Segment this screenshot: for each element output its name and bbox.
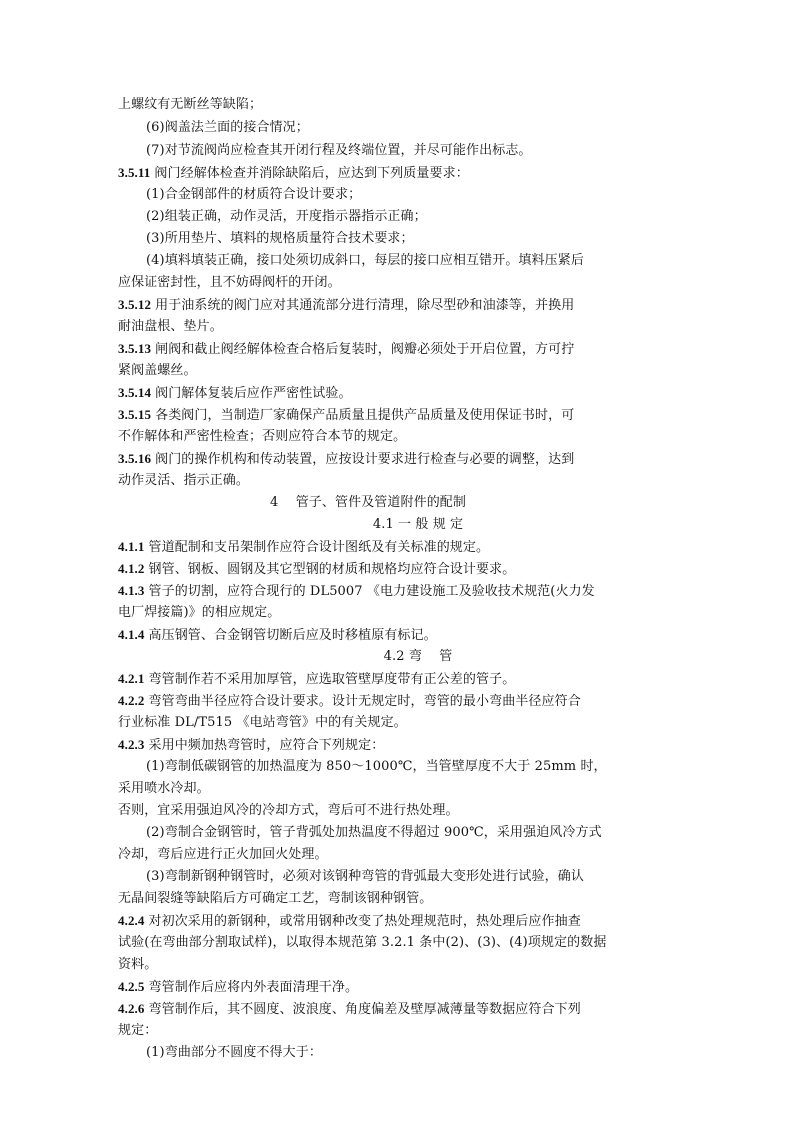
clause-number: 4.1.3 <box>118 583 145 598</box>
clause-4-2-2: 4.2.2 弯管弯曲半径应符合设计要求。设计无规定时，弯管的最小弯曲半径应符合 <box>118 693 581 709</box>
clause-4-2-5: 4.2.5 弯管制作后应将内外表面清理干净。 <box>118 979 359 995</box>
clause-number: 4.2.2 <box>118 693 145 708</box>
list-item: (3)弯制新钢种钢管时，必须对该钢种弯管的背弧最大变形处进行试验，确认 <box>146 869 584 884</box>
list-item: (2)组装正确，动作灵活，开度指示器指示正确； <box>146 209 427 224</box>
clause-number: 4.2.5 <box>118 979 145 994</box>
clause-3-5-13: 3.5.13 闸阀和截止阀经解体检查合格后复装时，阀瓣必须处于开启位置，方可拧 <box>118 341 575 357</box>
clause-3-5-12: 3.5.12 用于油系统的阀门应对其通流部分进行清理，除尽型砂和油漆等，并换用 <box>118 297 575 313</box>
paragraph-line: 电厂焊接篇)》的相应规定。 <box>118 605 281 620</box>
list-item: (1)弯制低碳钢管的加热温度为 850～1000℃，当管壁厚度不大于 25mm 时， <box>146 759 607 774</box>
clause-number: 4.2.6 <box>118 1001 145 1016</box>
clause-number: 4.1.1 <box>118 539 145 554</box>
list-item: (1)合金钢部件的材质符合设计要求； <box>146 187 362 202</box>
paragraph-line: 行业标准 DL/T515 《电站弯管》中的有关规定。 <box>118 715 407 730</box>
clause-number: 3.5.16 <box>118 451 152 466</box>
clause-3-5-16: 3.5.16 阀门的操作机构和传动装置，应按设计要求进行检查与必要的调整，达到 <box>118 451 575 467</box>
clause-3-5-11: 3.5.11 阀门经解体检查并消除缺陷后，应达到下列质量要求： <box>118 165 469 181</box>
clause-number: 3.5.13 <box>118 341 152 356</box>
paragraph-line: 动作灵活、指示正确。 <box>118 473 250 488</box>
clause-number: 3.5.11 <box>118 165 151 180</box>
chapter-heading: 4 管子、管件及管道附件的配制 <box>269 495 466 510</box>
clause-number: 4.2.3 <box>118 737 145 752</box>
paragraph-line: 采用喷水冷却。 <box>118 781 210 796</box>
clause-4-2-1: 4.2.1 弯管制作若不采用加厚管，应选取管壁厚度带有正公差的管子。 <box>118 671 516 687</box>
paragraph-line: 不作解体和严密性检查；否则应符合本节的规定。 <box>118 429 407 444</box>
clause-4-1-2: 4.1.2 钢管、钢板、圆钢及其它型钢的材质和规格均应符合设计要求。 <box>118 561 516 577</box>
list-item: (3)所用垫片、填料的规格质量符合技术要求； <box>146 231 414 246</box>
clause-number: 3.5.12 <box>118 297 152 312</box>
clause-4-1-1: 4.1.1 管道配制和支吊架制作应符合设计图纸及有关标准的规定。 <box>118 539 490 555</box>
clause-4-2-4: 4.2.4 对初次采用的新钢种，或常用钢种改变了热处理规范时，热处理后应作抽查 <box>118 913 581 929</box>
paragraph-line: 无晶间裂缝等缺陷后方可确定工艺，弯制该钢种钢管。 <box>118 891 433 906</box>
clause-number: 4.1.2 <box>118 561 145 576</box>
clause-4-1-4: 4.1.4 高压钢管、合金钢管切断后应及时移植原有标记。 <box>118 627 437 643</box>
clause-number: 3.5.14 <box>118 385 152 400</box>
list-item: (7)对节流阀尚应检查其开闭行程及终端位置，并尽可能作出标志。 <box>146 143 532 158</box>
paragraph-line: 上螺纹有无断丝等缺陷； <box>118 97 263 112</box>
list-item: (1)弯曲部分不圆度不得大于： <box>146 1045 322 1060</box>
paragraph-line: 紧阀盖螺丝。 <box>118 363 197 378</box>
paragraph-line: 规定： <box>118 1023 158 1038</box>
clause-3-5-14: 3.5.14 阀门解体复装后应作严密性试验。 <box>118 385 352 401</box>
clause-number: 4.2.1 <box>118 671 145 686</box>
list-item: (2)弯制合金钢管时，管子背弧处加热温度不得超过 900℃，采用强迫风冷方式 <box>146 825 602 840</box>
paragraph-line: 资料。 <box>118 957 158 972</box>
paragraph-line: 试验(在弯曲部分割取试样)，以取得本规范第 3.2.1 条中(2)、(3)、(4)项规定的数据 <box>118 935 607 950</box>
list-item: (6)阀盖法兰面的接合情况； <box>146 120 309 135</box>
paragraph-line: 耐油盘根、垫片。 <box>118 319 223 334</box>
clause-number: 4.2.4 <box>118 913 145 928</box>
paragraph-line: 应保证密封性，且不妨碍阀杆的开闭。 <box>118 275 341 290</box>
section-heading: 4.1 一 般 规 定 <box>372 517 464 532</box>
list-item: (4)填料填装正确，接口处须切成斜口，每层的接口应相互错开。填料压紧后 <box>146 253 584 268</box>
paragraph-line: 冷却，弯后应进行正火加回火处理。 <box>118 847 328 862</box>
clause-number: 3.5.15 <box>118 407 152 422</box>
clause-4-1-3: 4.1.3 管子的切割，应符合现行的 DL5007 《电力建设施工及验收技术规范(火力发 <box>118 583 595 599</box>
clause-3-5-15: 3.5.15 各类阀门，当制造厂家确保产品质量且提供产品质量及使用保证书时，可 <box>118 407 575 423</box>
paragraph-line: 否则，宜采用强迫风冷的冷却方式，弯后可不进行热处理。 <box>118 803 459 818</box>
section-heading: 4.2 弯 管 <box>383 649 453 664</box>
clause-number: 4.1.4 <box>118 627 145 642</box>
clause-4-2-6: 4.2.6 弯管制作后，其不圆度、波浪度、角度偏差及壁厚减薄量等数据应符合下列 <box>118 1001 581 1017</box>
clause-4-2-3: 4.2.3 采用中频加热弯管时，应符合下列规定： <box>118 737 385 753</box>
